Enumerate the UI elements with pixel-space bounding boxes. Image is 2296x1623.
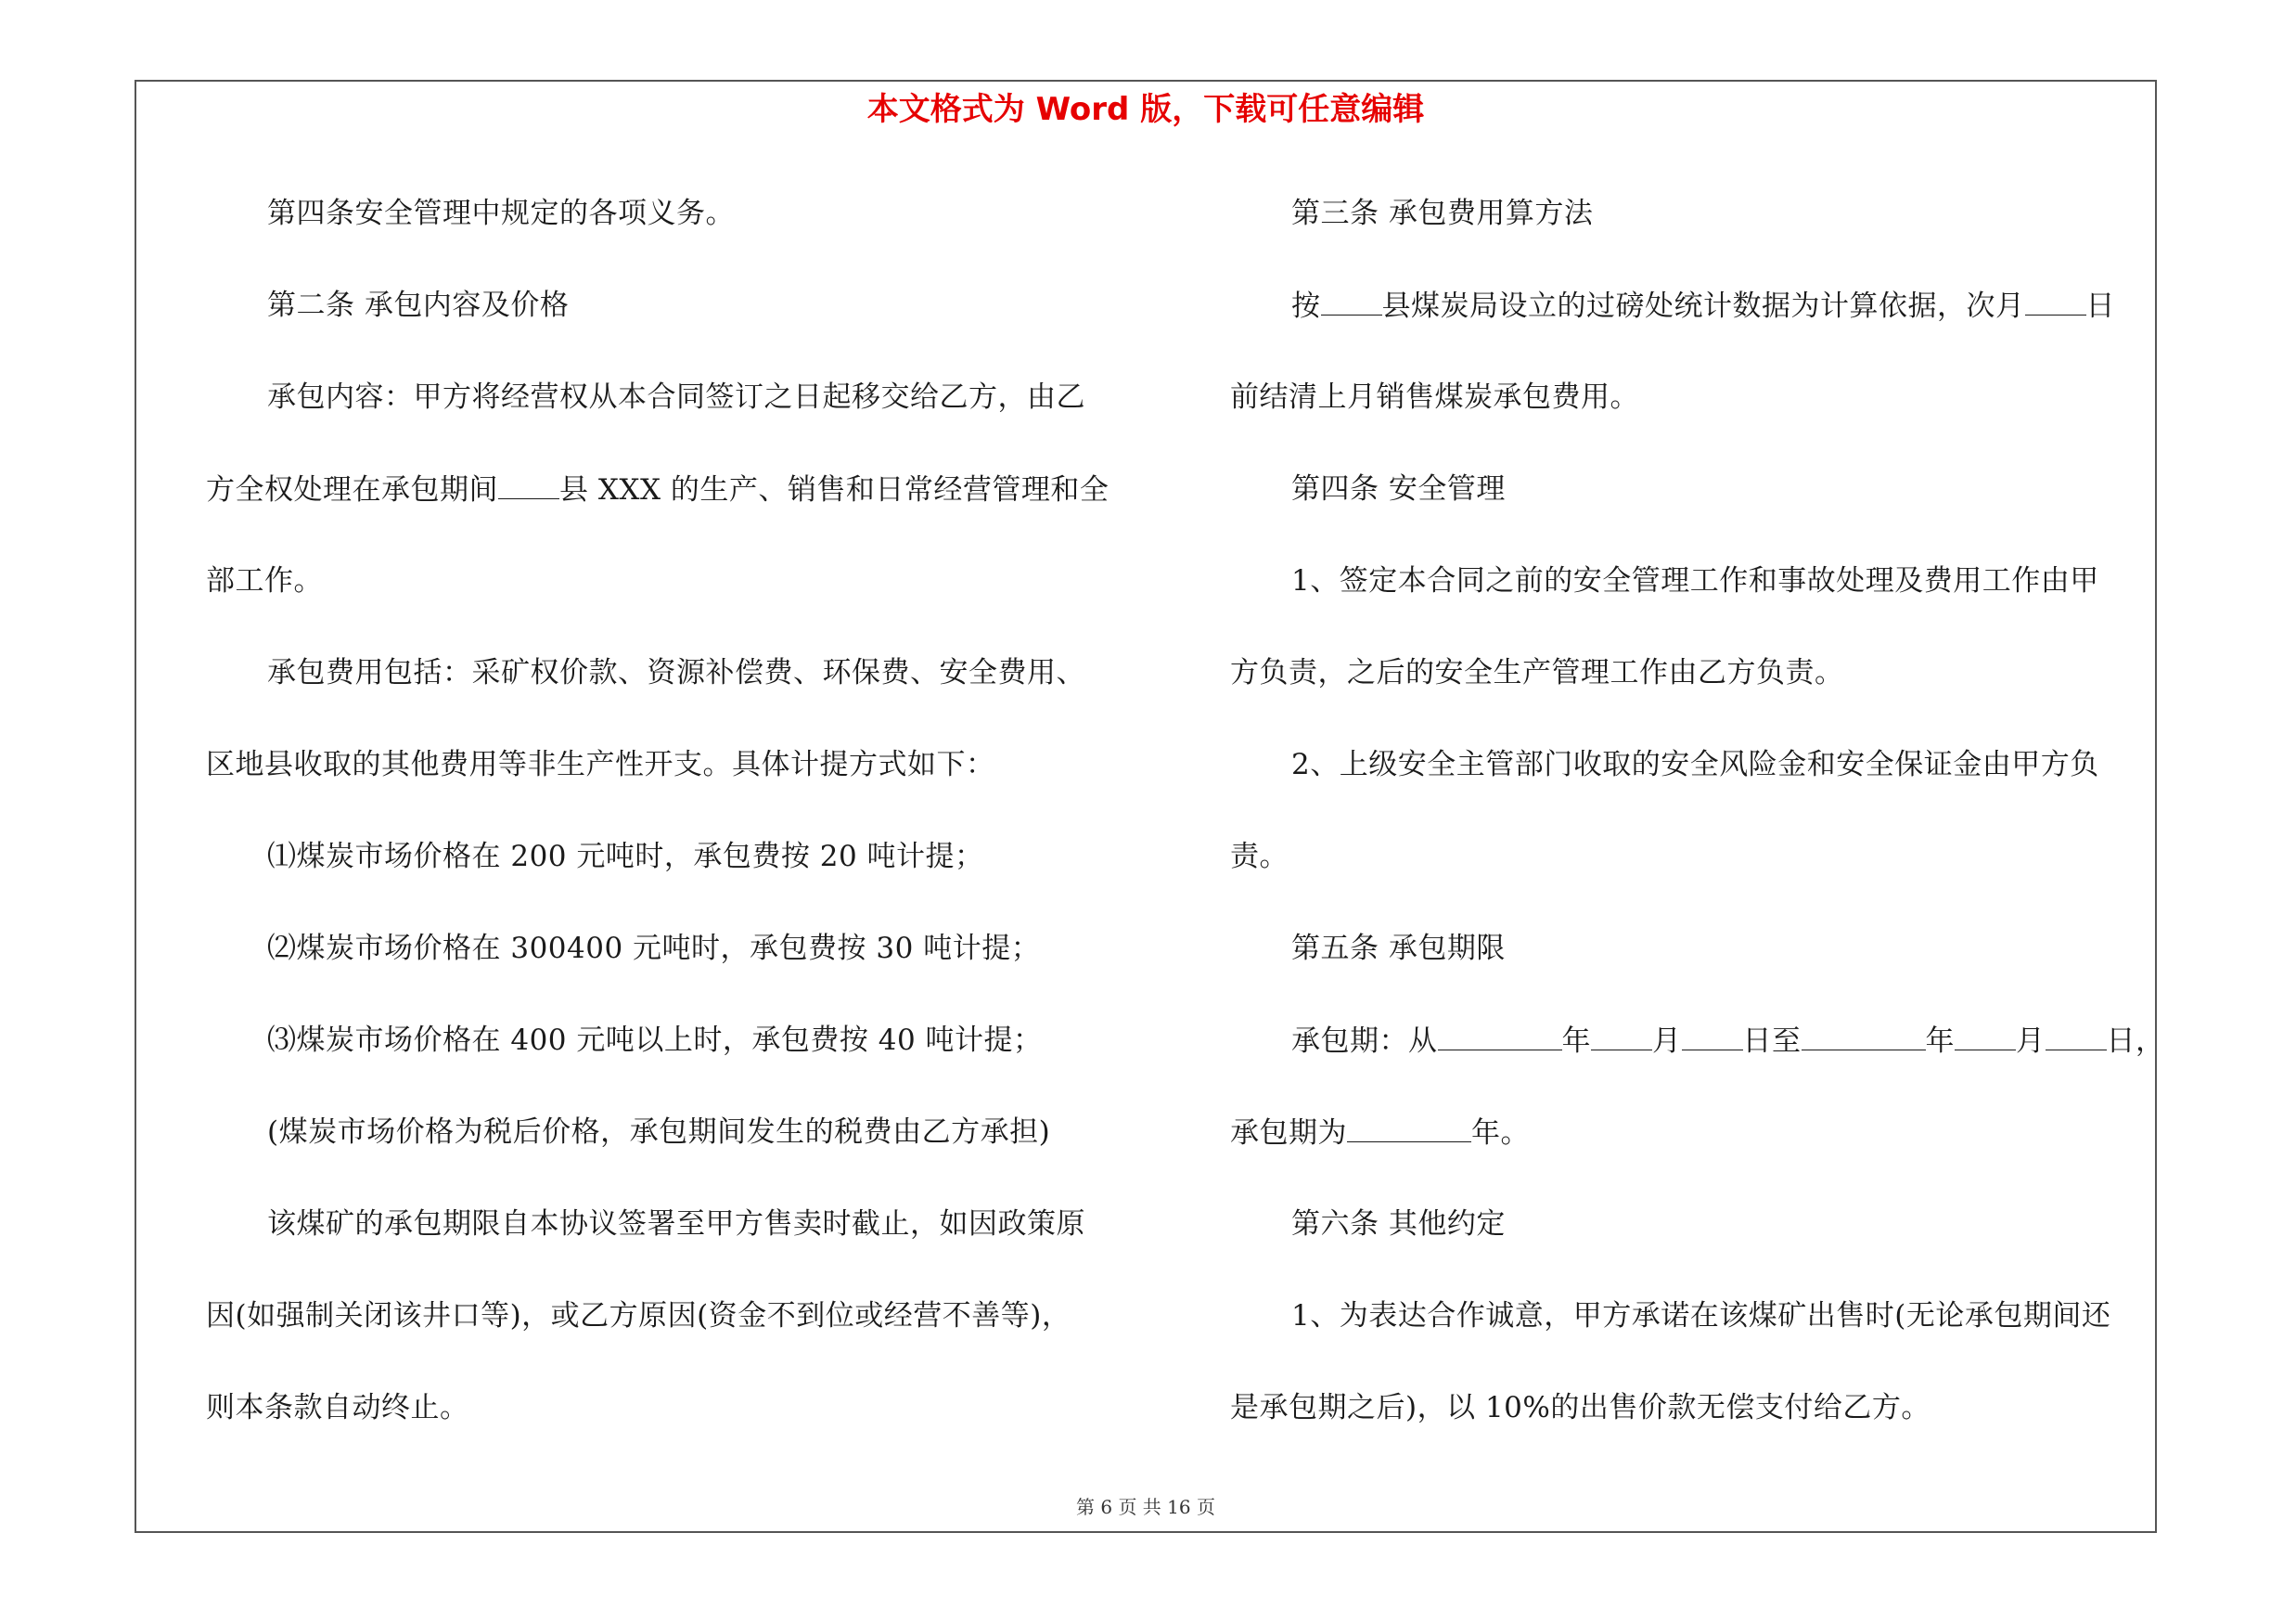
text-segment: 方全权处理在承包期间 bbox=[206, 473, 498, 507]
text-segment: 县 XXX 的生产、销售和日常经营管理和全 bbox=[559, 473, 1110, 507]
paragraph-line: 方负责，之后的安全生产管理工作由乙方负责。 bbox=[1230, 656, 1844, 689]
text-segment: 承包期为 bbox=[1230, 1116, 1347, 1150]
list-item: 1、为表达合作诚意，甲方承诺在该煤矿出售时(无论承包期间还 bbox=[1291, 1299, 2111, 1333]
list-item: ⑶煤炭市场价格在 400 元吨以上时，承包费按 40 吨计提； bbox=[267, 1024, 1043, 1057]
paragraph-line bbox=[1230, 1114, 1530, 1152]
section-heading: 第五条 承包期限 bbox=[1291, 932, 1506, 965]
section-heading: 第三条 承包费用算方法 bbox=[1291, 197, 1594, 230]
paragraph-line: (煤炭市场价格为税后价格，承包期间发生的税费由乙方承担) bbox=[267, 1115, 1051, 1149]
list-item: 2、上级安全主管部门收取的安全风险金和安全保证金由甲方负 bbox=[1291, 748, 2099, 781]
text-segment: 日至 bbox=[1742, 1024, 1802, 1058]
paragraph-line bbox=[1230, 287, 2115, 325]
paragraph-line: 承包费用包括：采矿权价款、资源补偿费、环保费、安全费用、 bbox=[267, 656, 1085, 689]
fill-blank bbox=[1321, 287, 1382, 316]
text-segment: 年 bbox=[1925, 1024, 1955, 1058]
text-segment: 年 bbox=[1561, 1024, 1591, 1058]
document-header-notice: 本文格式为 Word 版，下载可任意编辑 bbox=[866, 91, 1425, 128]
section-heading: 第四条 安全管理 bbox=[1291, 472, 1506, 506]
paragraph-line: 部工作。 bbox=[206, 564, 323, 598]
fill-blank bbox=[1955, 1022, 2016, 1050]
paragraph-line: 第四条安全管理中规定的各项义务。 bbox=[267, 197, 735, 230]
fill-blank bbox=[498, 470, 559, 499]
text-segment: 县煤炭局设立的过磅处统计数据为计算依据，次月 bbox=[1381, 290, 2025, 323]
paragraph-line: 是承包期之后)，以 10%的出售价款无偿支付给乙方。 bbox=[1230, 1391, 1930, 1424]
paragraph-line: 承包内容：甲方将经营权从本合同签订之日起移交给乙方，由乙 bbox=[267, 380, 1085, 414]
text-segment: 按 bbox=[1291, 290, 1321, 323]
paragraph-line: 区地县收取的其他费用等非生产性开支。具体计提方式如下： bbox=[206, 748, 995, 781]
fill-blank bbox=[1347, 1114, 1471, 1142]
paragraph-line: 责。 bbox=[1230, 840, 1289, 873]
text-segment: 日， bbox=[2106, 1024, 2165, 1058]
fill-blank bbox=[2025, 287, 2086, 316]
text-segment: 月 bbox=[2016, 1024, 2046, 1058]
list-item: 1、签定本合同之前的安全管理工作和事故处理及费用工作由甲 bbox=[1291, 564, 2099, 598]
text-segment: 月 bbox=[1652, 1024, 1682, 1058]
text-segment: 承包期：从 bbox=[1291, 1024, 1438, 1058]
paragraph-line bbox=[206, 470, 1109, 509]
page-number: 第 6 页 共 16 页 bbox=[1076, 1496, 1215, 1518]
fill-blank bbox=[2046, 1022, 2107, 1050]
paragraph-line: 前结清上月销售煤炭承包费用。 bbox=[1230, 380, 1639, 414]
fill-blank bbox=[1591, 1022, 1652, 1050]
list-item: ⑵煤炭市场价格在 300400 元吨时，承包费按 30 吨计提； bbox=[267, 932, 1041, 965]
text-segment: 年。 bbox=[1471, 1116, 1530, 1150]
list-item: ⑴煤炭市场价格在 200 元吨时，承包费按 20 吨计提； bbox=[267, 840, 984, 873]
fill-blank bbox=[1438, 1022, 1562, 1050]
paragraph-line: 该煤矿的承包期限自本协议签署至甲方售卖时截止，如因政策原 bbox=[267, 1207, 1085, 1241]
text-segment: 日 bbox=[2085, 290, 2115, 323]
paragraph-line: 因(如强制关闭该井口等)，或乙方原因(资金不到位或经营不善等)， bbox=[206, 1299, 1071, 1333]
section-heading: 第六条 其他约定 bbox=[1291, 1207, 1506, 1241]
paragraph-line bbox=[1230, 1022, 2165, 1060]
paragraph-line: 则本条款自动终止。 bbox=[206, 1391, 469, 1424]
fill-blank bbox=[1682, 1022, 1743, 1050]
fill-blank bbox=[1802, 1022, 1926, 1050]
section-heading: 第二条 承包内容及价格 bbox=[267, 289, 570, 322]
